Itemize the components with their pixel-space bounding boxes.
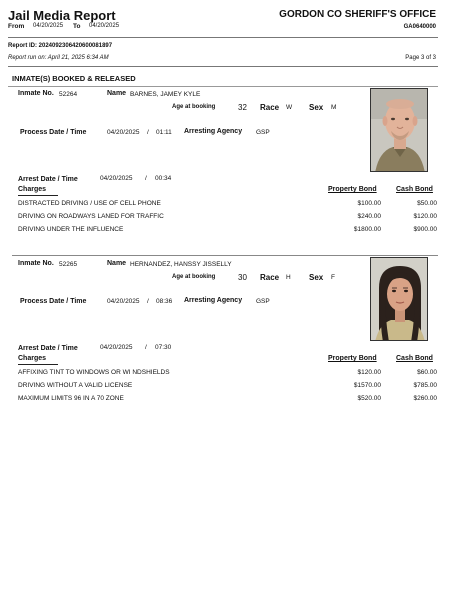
process-date: 04/20/2025 — [107, 298, 140, 305]
arrest-label: Arrest Date / Time — [18, 176, 78, 183]
process-date: 04/20/2025 — [107, 129, 140, 136]
inmate-photo — [370, 88, 428, 172]
sex-value: F — [331, 274, 335, 281]
charges-underline — [18, 195, 58, 196]
report-id: Report ID: 2024092306420600081897 — [8, 43, 113, 49]
inmate-photo — [370, 257, 428, 341]
charge-description: DRIVING UNDER THE INFLUENCE — [18, 226, 124, 233]
date-time-separator: / — [145, 344, 147, 351]
property-bond-amount: $120.00 — [357, 369, 381, 376]
name-value: BARNES, JAMEY KYLE — [130, 91, 201, 98]
arrest-time: 00:34 — [155, 175, 172, 182]
age-value: 32 — [238, 103, 247, 112]
age-label: Age at booking — [172, 274, 216, 280]
record-divider — [12, 255, 438, 256]
sex-label: Sex — [309, 103, 324, 112]
date-time-separator: / — [145, 175, 147, 182]
inmate-no-value: 52265 — [59, 261, 78, 268]
arrest-date: 04/20/2025 — [100, 175, 133, 182]
agency-label: Arresting Agency — [184, 297, 243, 304]
property-bond-amount: $1570.00 — [353, 382, 381, 389]
arrest-time: 07:30 — [155, 344, 172, 351]
race-label: Race — [260, 103, 280, 112]
from-date: 04/20/2025 — [33, 23, 64, 29]
office-name: GORDON CO SHERIFF'S OFFICE — [279, 9, 436, 20]
process-time: 01:11 — [156, 129, 172, 136]
inmate-no-value: 52264 — [59, 91, 78, 98]
name-label: Name — [107, 260, 127, 267]
property-bond-amount: $1800.00 — [353, 226, 381, 233]
sex-value: M — [331, 104, 337, 111]
inmate-record — [12, 88, 438, 248]
process-label: Process Date / Time — [20, 129, 87, 136]
inmate-no-label: Inmate No. — [18, 260, 54, 267]
name-label: Name — [107, 90, 127, 97]
process-label: Process Date / Time — [20, 298, 87, 305]
arrest-date: 04/20/2025 — [100, 344, 133, 351]
cash-bond-amount: $785.00 — [413, 382, 437, 389]
cash-bond-amount: $60.00 — [417, 369, 437, 376]
report-title: Jail Media Report — [8, 8, 116, 23]
section-underline — [8, 86, 438, 87]
charge-description: DISTRACTED DRIVING / USE OF CELL PHONE — [18, 200, 161, 207]
agency-label: Arresting Agency — [184, 128, 243, 135]
charges-header: Charges — [18, 355, 47, 362]
agency-ori: GA0640000 — [403, 24, 436, 30]
race-label: Race — [260, 273, 280, 282]
agency-value: GSP — [256, 298, 270, 305]
charges-underline — [18, 364, 58, 365]
charge-description: MAXIMUM LIMITS 96 IN A 70 ZONE — [18, 395, 124, 402]
race-value: W — [286, 104, 293, 111]
cash-bond-amount: $120.00 — [413, 213, 437, 220]
inmate-record — [12, 257, 438, 417]
age-value: 30 — [238, 273, 247, 282]
page-number: Page 3 of 3 — [405, 55, 436, 61]
property-bond-amount: $100.00 — [357, 200, 381, 207]
cash-bond-amount: $260.00 — [413, 395, 437, 402]
date-time-separator: / — [147, 298, 149, 305]
agency-value: GSP — [256, 129, 270, 136]
section-divider — [8, 66, 438, 67]
report-run-time: Report run on: April 21, 2025 6:34 AM — [8, 55, 109, 61]
charge-description: DRIVING WITHOUT A VALID LICENSE — [18, 382, 133, 389]
charges-header: Charges — [18, 186, 47, 193]
race-value: H — [286, 274, 291, 281]
section-title: INMATE(S) BOOKED & RELEASED — [12, 74, 136, 83]
property-bond-amount: $520.00 — [357, 395, 381, 402]
header-divider — [8, 37, 438, 38]
from-label: From — [8, 23, 25, 30]
cash-bond-amount: $900.00 — [413, 226, 437, 233]
property-bond-header: Property Bond — [328, 186, 377, 193]
age-label: Age at booking — [172, 104, 216, 110]
process-time: 08:36 — [156, 298, 173, 305]
sex-label: Sex — [309, 273, 324, 282]
to-date: 04/20/2025 — [89, 23, 120, 29]
cash-bond-header: Cash Bond — [396, 355, 433, 362]
property-bond-amount: $240.00 — [357, 213, 381, 220]
cash-bond-header: Cash Bond — [396, 186, 433, 193]
date-time-separator: / — [147, 129, 149, 136]
property-bond-header: Property Bond — [328, 355, 377, 362]
arrest-label: Arrest Date / Time — [18, 345, 78, 352]
name-value: HERNANDEZ, HANSSY JISSELLY — [130, 261, 232, 268]
to-label: To — [73, 23, 81, 30]
charge-description: AFFIXING TINT TO WINDOWS OR WI NDSHIELDS — [18, 369, 170, 376]
charge-description: DRIVING ON ROADWAYS LANED FOR TRAFFIC — [18, 213, 164, 220]
cash-bond-amount: $50.00 — [417, 200, 437, 207]
inmate-no-label: Inmate No. — [18, 90, 54, 97]
